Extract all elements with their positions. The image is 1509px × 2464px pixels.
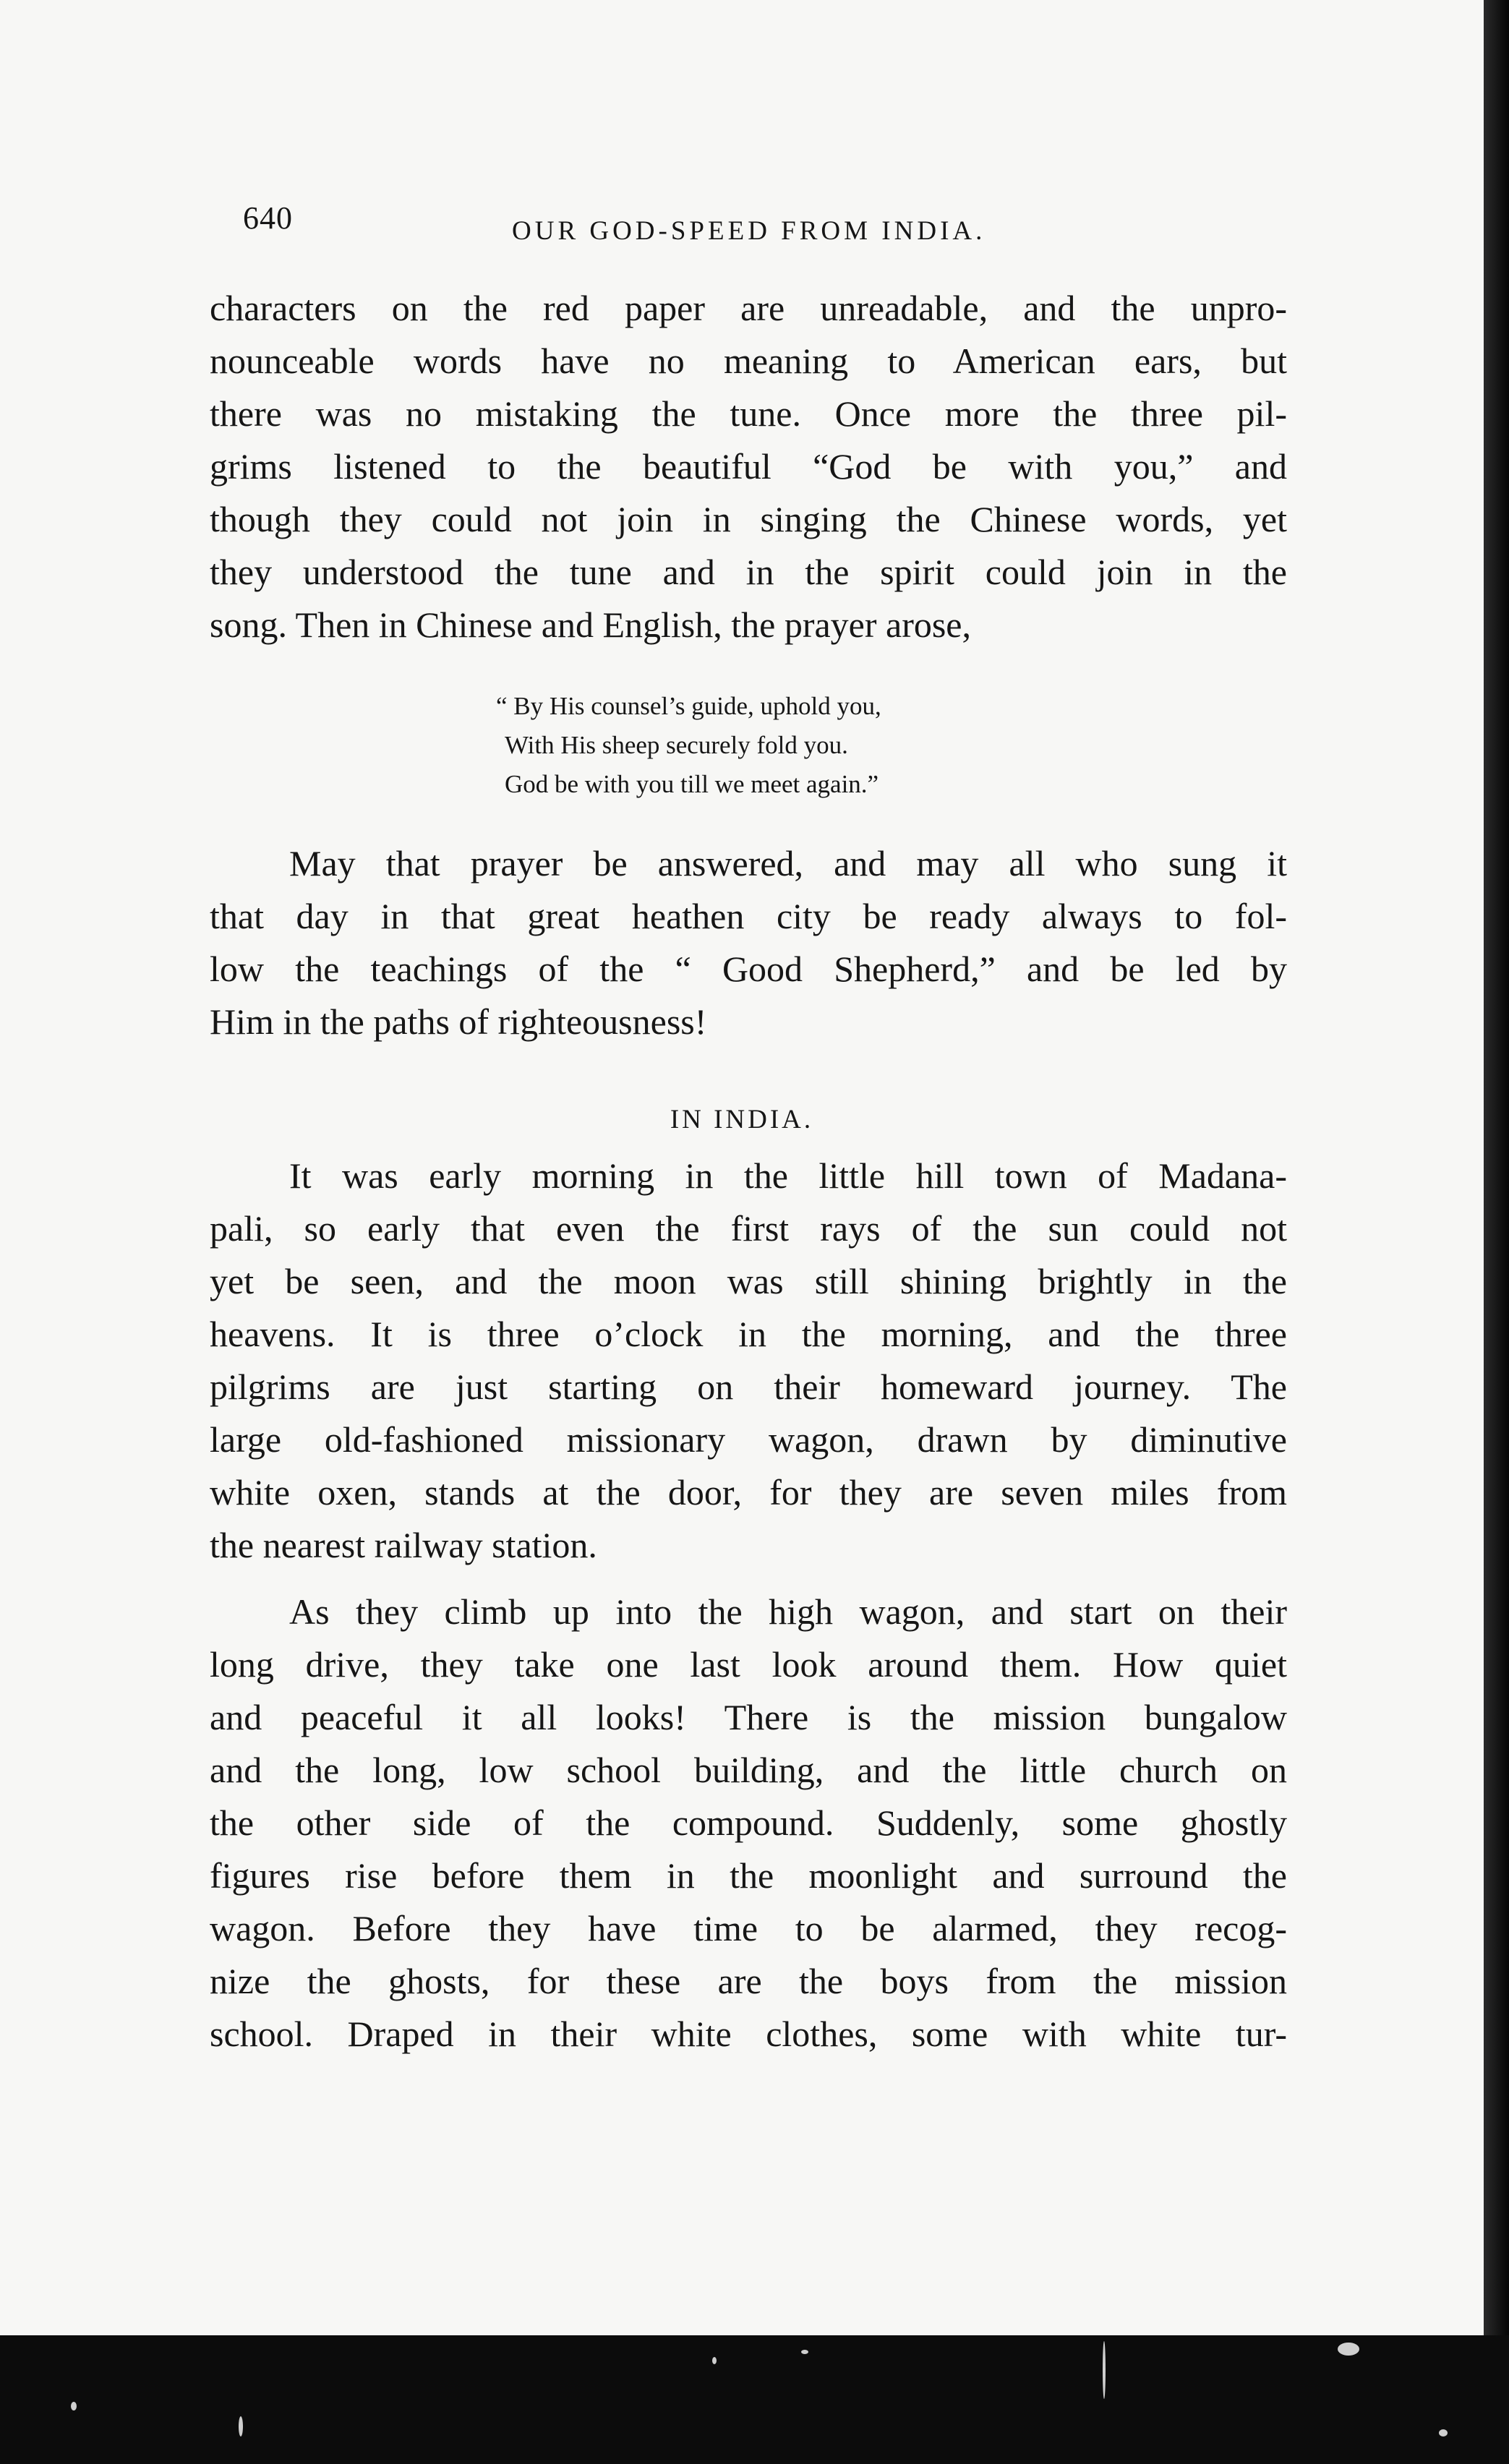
text-line: nounceable words have no meaning to American ears, but (210, 341, 1287, 381)
paragraph-1 (210, 282, 1287, 651)
text-line: there was no mistaking the tune. Once more the three pil- (210, 393, 1287, 434)
text-line: wagon. Before they have time to be alarmed, they recog- (210, 1908, 1287, 1948)
text-line: and the long, low school building, and the little church on (210, 1750, 1287, 1790)
text-line: May that prayer be answered, and may all who sung it (289, 843, 1287, 884)
text-line: It was early morning in the little hill town of Madana- (289, 1155, 1287, 1196)
text-line: pali, so early that even the first rays of the sun could not (210, 1208, 1287, 1249)
page-header (230, 187, 1315, 252)
text-line: Him in the paths of righteousness! (210, 1001, 707, 1042)
text-line: large old-fashioned missionary wagon, drawn by diminutive (210, 1419, 1287, 1460)
text-line: grims listened to the beautiful “God be with you,” and (210, 446, 1287, 487)
hymn-quote (496, 687, 1147, 804)
text-line: and peaceful it all looks! There is the mission bungalow (210, 1697, 1287, 1737)
text-line: pilgrims are just starting on their homeward journey. The (210, 1366, 1287, 1407)
text-line: yet be seen, and the moon was still shining brightly in the (210, 1261, 1287, 1301)
scan-speck (71, 2402, 77, 2410)
paragraph-3 (210, 1150, 1287, 1572)
text-line: low the teachings of the “ Good Shepherd,” and be led by (210, 949, 1287, 989)
scan-speck (1103, 2341, 1106, 2399)
paragraph-4 (210, 1586, 1287, 2061)
text-line: heavens. It is three o’clock in the morning, and the three (210, 1314, 1287, 1354)
scan-speck (1338, 2343, 1359, 2356)
text-line: white oxen, stands at the door, for they are seven miles from (210, 1472, 1287, 1513)
text-line: song. Then in Chinese and English, the prayer arose, (210, 604, 972, 645)
text-line: As they climb up into the high wagon, and start on their (289, 1591, 1287, 1632)
scan-speck (712, 2357, 717, 2364)
quote-line: With His sheep securely fold you. (505, 731, 848, 759)
text-line: though they could not join in singing the Chinese words, yet (210, 499, 1287, 539)
text-line: that day in that great heathen city be ready always to fol- (210, 896, 1287, 936)
scan-border (0, 2335, 1509, 2464)
text-line: figures rise before them in the moonlight and surround the (210, 1855, 1287, 1896)
text-line: characters on the red paper are unreadable, and the unpro- (210, 288, 1287, 328)
scan-speck (801, 2350, 808, 2354)
text-line: school. Draped in their white clothes, some with white tur- (210, 2014, 1287, 2054)
text-line: the other side of the compound. Suddenly, some ghostly (210, 1802, 1287, 1843)
quote-line: God be with you till we meet again.” (505, 770, 879, 798)
section-heading: IN INDIA. (670, 1105, 814, 1134)
scan-speck (239, 2416, 243, 2437)
text-line: long drive, they take one last look around them. How quiet (210, 1644, 1287, 1685)
text-line: nize the ghosts, for these are the boys from the mission (210, 1961, 1287, 2001)
quote-line: “ By His counsel’s guide, uphold you, (496, 692, 881, 720)
book-spine-shadow (1484, 0, 1509, 2464)
page-number: 640 (243, 200, 293, 236)
scan-speck (1439, 2429, 1448, 2437)
paragraph-2 (210, 837, 1287, 1048)
running-title: OUR GOD-SPEED FROM INDIA. (512, 216, 986, 246)
text-line: they understood the tune and in the spirit could join in the (210, 552, 1287, 592)
text-line: the nearest railway station. (210, 1525, 597, 1565)
